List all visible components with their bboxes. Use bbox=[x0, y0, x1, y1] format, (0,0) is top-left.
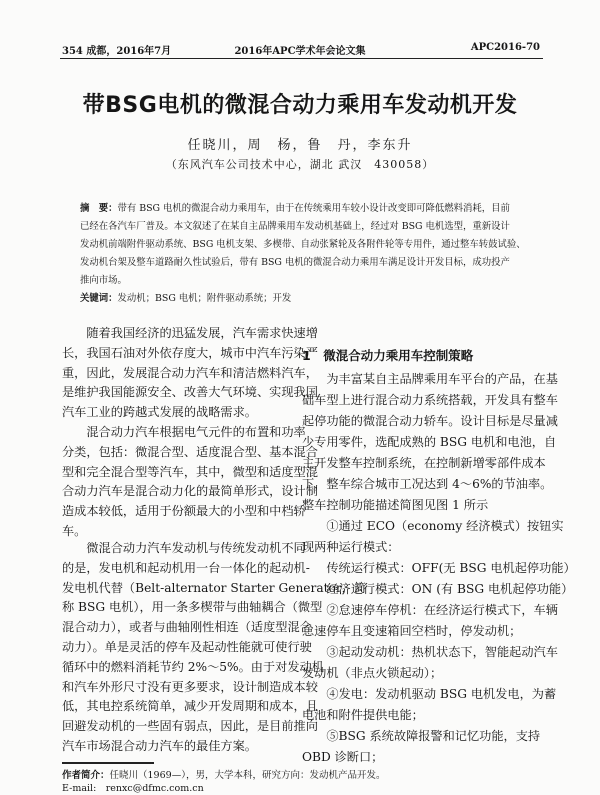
text-line: 微混合动力汽车发动机与传统发动机不同 bbox=[62, 541, 306, 555]
abstract-line bbox=[80, 254, 510, 272]
text-line: ②怠速停车停机：在经济运行模式下，车辆 bbox=[302, 603, 558, 617]
author-bio-label: 作者简介： bbox=[62, 770, 110, 781]
running-header-right: APC2016-70 bbox=[470, 42, 540, 53]
text-line: 为丰富某自主品牌乘用车平台的产品，在基 bbox=[302, 372, 558, 386]
abstract-text: 发动机前端附件驱动系统、BSG 电机支架、多楔带、自动张紧轮及各附件轮等专用件，通过整车转鼓试验、 bbox=[80, 239, 526, 250]
text-line: 重，因此，发展混合动力汽车和清洁燃料汽车， bbox=[62, 365, 318, 380]
text-line: 发电机代替（Belt-alternator Starter Generator，简 bbox=[62, 580, 367, 595]
keywords-label: 关键词： bbox=[80, 293, 118, 304]
text-line: 现两种运行模式： bbox=[302, 540, 400, 554]
author-bio-text: 任晓川（1969—），男，大学本科，研究方向：发动机产品开发。 bbox=[109, 770, 386, 781]
keywords bbox=[80, 290, 291, 308]
text-line: 主开发整车控制系统，在控制新增零部件成本 bbox=[302, 456, 546, 470]
text-line: OBD 诊断口； bbox=[302, 750, 384, 764]
affiliation: （东风汽车公司技术中心，湖北 武汉 430058） bbox=[165, 158, 435, 171]
text-line: ⑤BSG 系统故障报警和记忆功能，支持 bbox=[302, 729, 541, 743]
text-line: 传统运行模式：OFF(无 BSG 电机起停功能） bbox=[302, 561, 576, 575]
abstract-line bbox=[80, 218, 510, 236]
text-line: 怠速停车且变速箱回空档时，停发动机； bbox=[302, 624, 522, 638]
text-line: 是维护我国能源安全、改善大气环境、实现我国 bbox=[62, 385, 318, 400]
text-line: 造成本较低，适用于份额最大的小型和中档轿 bbox=[62, 504, 306, 519]
text-line: 少专用零件，选配成熟的 BSG 电机和电池，自 bbox=[302, 435, 557, 449]
abstract-line bbox=[80, 236, 526, 254]
text-line: ③起动发动机：热机状态下，智能起动汽车 bbox=[302, 645, 558, 659]
text-line: 和汽车外形尺寸没有更多要求，设计制造成本较 bbox=[62, 679, 318, 694]
author-bio bbox=[62, 770, 385, 782]
abstract-text: 推向市场。 bbox=[80, 275, 127, 286]
text-line: 整车控制功能描述简图见图 1 所示 bbox=[302, 498, 489, 512]
text-line: 动力）。单是灵活的停车及起动性能就可使行驶 bbox=[62, 640, 312, 654]
text-line: 低，其电控系统简单，减少开发周期和成本，且 bbox=[62, 699, 318, 714]
text-line: 型和完全混合型等汽车，其中，微型和适度型混 bbox=[62, 464, 318, 479]
keywords-text: 发动机；BSG 电机；附件驱动系统；开发 bbox=[117, 293, 292, 304]
text-line: 回避发动机的一些固有弱点，因此，是目前推向 bbox=[62, 719, 318, 734]
paper-title: 带BSG电机的微混合动力乘用车发动机开发 bbox=[82, 93, 518, 118]
text-line: 循环中的燃料消耗节约 2%～5%。由于对发动机 bbox=[62, 659, 324, 674]
section-heading: 1 微混合动力乘用车控制策略 bbox=[302, 348, 474, 363]
text-line: 起停功能的微混合动力轿车。设计目标是尽量减 bbox=[302, 414, 558, 428]
text-line: 合动力汽车是混合动力化的最简单形式，设计制 bbox=[62, 484, 318, 499]
text-line: 发动机（非点火锁起动）； bbox=[302, 666, 443, 680]
running-header-center: 2016年APC学术年会论文集 bbox=[234, 46, 366, 57]
abstract-text: 已经在各汽车厂普及。本文叙述了在某自主品牌乘用车发动机基础上，经过对 BSG 电机选型，重新设计 bbox=[80, 221, 510, 232]
abstract-text: 带有 BSG 电机的微混合动力乘用车，由于在传统乘用车较小设计改变即可降低燃料消耗，目前 bbox=[117, 203, 510, 214]
text-line: 的是，发电机和起动机用一台一体化的起动机- bbox=[62, 560, 310, 575]
abstract-line bbox=[80, 200, 510, 218]
author-email: E-mail: renxc@dfmc.com.cn bbox=[62, 783, 204, 794]
text-line: 经济运行模式：ON (有 BSG 电机起停功能） bbox=[302, 582, 574, 596]
text-line: 汽车工业的跨越式发展的战略需求。 bbox=[62, 405, 257, 420]
authors: 任晓川，周 杨，鲁 丹，李东升 bbox=[187, 138, 413, 153]
footnote-rule bbox=[62, 762, 154, 764]
text-line: 汽车市场混合动力汽车的最佳方案。 bbox=[62, 739, 257, 753]
text-line: 混合动力汽车根据电气元件的布置和功率 bbox=[62, 425, 306, 439]
text-line: 车。 bbox=[62, 524, 87, 538]
text-line: 分类，包括：微混合型、适度混合型、基本混合 bbox=[62, 444, 318, 459]
abstract-text: 发动机台架及整车道路耐久性试验后，带有 BSG 电机的微混合动力乘用车满足设计开发目标，成功投产 bbox=[80, 257, 510, 268]
text-line: 混合动力），或者与曲轴刚性相连（适度型混合 bbox=[62, 620, 312, 635]
abstract-line bbox=[80, 272, 127, 290]
text-line: 电池和附件提供电能； bbox=[302, 708, 424, 722]
header-rule bbox=[60, 58, 543, 59]
text-line: ①通过 ECO（economy 经济模式）按钮实 bbox=[302, 519, 564, 533]
abstract-label: 摘 要： bbox=[80, 203, 118, 214]
text-line: 称 BSG 电机），用一条多楔带与曲轴耦合（微型 bbox=[62, 600, 323, 615]
text-line: 长，我国石油对外依存度大，城市中汽车污染严 bbox=[62, 345, 318, 360]
text-line: 下，整车综合城市工况达到 4～6%的节油率。 bbox=[302, 477, 553, 491]
text-line: ④发电：发动机驱动 BSG 电机发电，为蓄 bbox=[302, 687, 557, 701]
text-line: 随着我国经济的迅猛发展，汽车需求快速增 bbox=[62, 326, 318, 340]
text-line: 础车型上进行混合动力系统搭载，开发具有整车 bbox=[302, 393, 558, 407]
running-header-left: 354 成都，2016年7月 bbox=[62, 46, 172, 57]
